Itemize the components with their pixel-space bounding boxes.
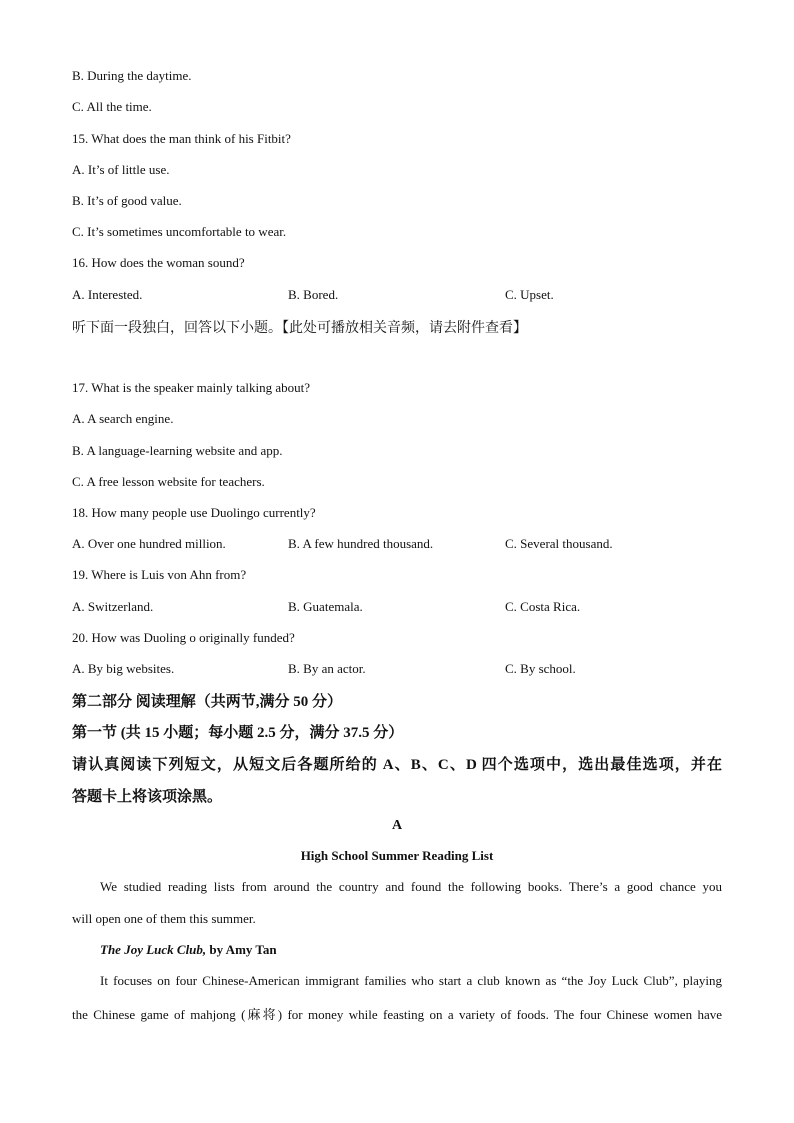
q20-option-b: B. By an actor. <box>288 661 366 676</box>
book1-author: by Amy Tan <box>206 942 277 957</box>
q19-option-c: C. Costa Rica. <box>505 599 581 614</box>
q17-option-c: C. A free lesson website for teachers. <box>72 474 265 489</box>
book1-title: The Joy Luck Club, <box>100 942 207 957</box>
q20-option-c: C. By school. <box>505 661 576 676</box>
reading-instruction-line2: 答题卡上将该项涂黑。 <box>72 789 223 805</box>
passage-title: High School Summer Reading List <box>300 848 494 863</box>
q14-option-b: B. During the daytime. <box>72 68 192 83</box>
q19-option-b: B. Guatemala. <box>288 599 363 614</box>
book1-line2: the Chinese game of mahjong (麻将) for money while feasting on a variety of foods. The four Chinese women have <box>72 1007 722 1022</box>
book1-heading <box>72 942 750 958</box>
q16-option-b: B. Bored. <box>288 287 339 302</box>
reading-instruction-line1: 请认真阅读下列短文，从短文后各题所给的 A、B、C、D 四个选项中，选出最佳选项，并在 <box>72 757 722 773</box>
q19-stem: 19. Where is Luis von Ahn from? <box>72 567 247 582</box>
q18-option-a: A. Over one hundred million. <box>72 536 226 551</box>
q17-stem: 17. What is the speaker mainly talking about? <box>72 380 311 395</box>
q18-stem: 18. How many people use Duolingo currently? <box>72 505 316 520</box>
part2-title: 第二部分 阅读理解（共两节,满分 50 分） <box>72 694 343 710</box>
q15-option-b: B. It’s of good value. <box>72 193 182 208</box>
q15-stem: 15. What does the man think of his Fitbit? <box>72 131 291 146</box>
q16-option-c: C. Upset. <box>505 287 554 302</box>
book1-line1: It focuses on four Chinese-American immigrant families who start a club known as “the Joy Luck Club”, playing <box>100 973 722 988</box>
q17-option-b: B. A language-learning website and app. <box>72 443 283 458</box>
q16-option-a: A. Interested. <box>72 287 143 302</box>
q14-option-c: C. All the time. <box>72 99 152 114</box>
section1-title: 第一节 (共 15 小题；每小题 2.5 分，满分 37.5 分） <box>72 725 404 741</box>
q20-stem: 20. How was Duoling o originally funded? <box>72 630 295 645</box>
passage-letter: A <box>391 818 403 833</box>
q18-option-c: C. Several thousand. <box>505 536 613 551</box>
passage-intro-line2: will open one of them this summer. <box>72 911 256 926</box>
passage-intro-line1: We studied reading lists from around the country and found the following books. There’s a good chance you <box>100 879 722 894</box>
q17-option-a: A. A search engine. <box>72 411 174 426</box>
listening-instruction: 听下面一段独白，回答以下小题。【此处可播放相关音频，请去附件查看】 <box>72 321 527 336</box>
q15-option-a: A. It’s of little use. <box>72 162 170 177</box>
q18-option-b: B. A few hundred thousand. <box>288 536 434 551</box>
q20-option-a: A. By big websites. <box>72 661 175 676</box>
q15-option-c: C. It’s sometimes uncomfortable to wear. <box>72 224 287 239</box>
q19-option-a: A. Switzerland. <box>72 599 154 614</box>
q16-stem: 16. How does the woman sound? <box>72 255 245 270</box>
